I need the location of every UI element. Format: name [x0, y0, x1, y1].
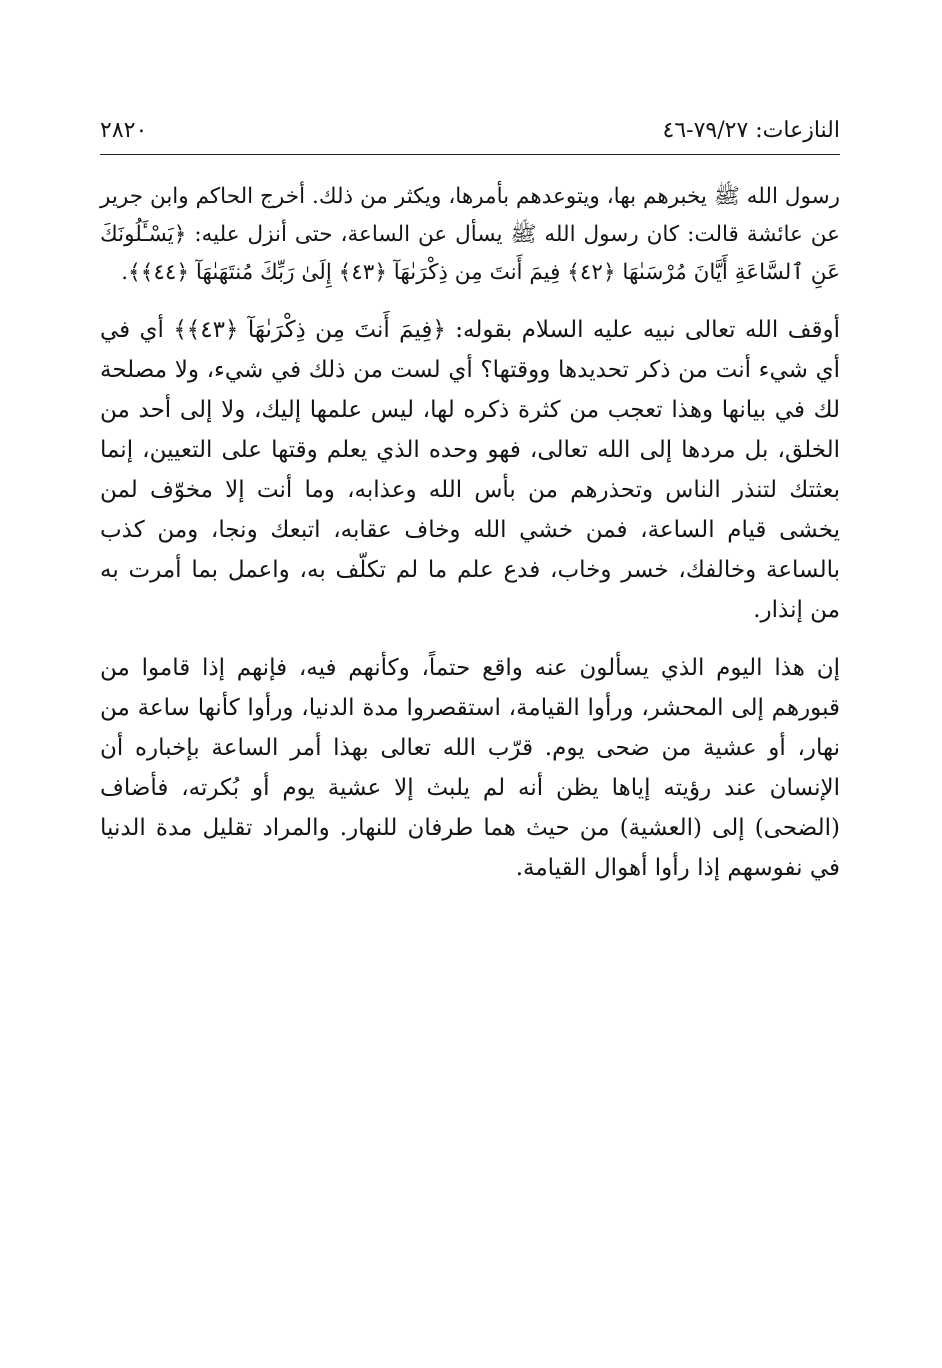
quran-verse: ﴿يَسْـَٔلُونَكَ عَنِ ٱلسَّاعَةِ أَيَّانَ مُرْسَىٰهَا ﴿٤٢﴾ فِيمَ أَنتَ مِن ذِكْرَىٰهَآ ﴿٤٣﴾ إِلَىٰ رَبِّكَ مُنتَهَىٰهَآ ﴿٤٤﴾﴾. [100, 222, 840, 285]
intro-line-2: جرير عن عائشة قالت: كان رسول الله ﷺ يسأل عن الساعة، حتى أنزل عليه: [100, 184, 840, 247]
paragraph-intro [100, 178, 840, 292]
header-rule [100, 154, 840, 155]
page-number: ٢٨٢٠ [100, 117, 148, 143]
surah-reference: النازعات: ٧٩/٢٧-٤٦ [662, 117, 840, 143]
intro-line-1: رسول الله ﷺ يخبرهم بها، ويتوعدهم بأمرها، ويكثر من ذلك. أخرج الحاكم وابن [149, 184, 840, 209]
paragraph-tafsir-1: أوقف الله تعالى نبيه عليه السلام بقوله: ﴿فِيمَ أَنتَ مِن ذِكْرَىٰهَآ ﴿٤٣﴾﴾ أي في أي شيء أنت من ذكر تحديدها ووقتها؟ أي لست من ذلك في شيء، ولا مصلحة لك في بيانها وهذا تعجب من كثرة ذكره لها، ليس علمها إليك، ولا إلى أحد من الخلق، بل مردها إلى الله تعالى، فهو وحده الذي يعلم وقتها على التعيين، إنما بعثتك لتنذر الناس وتحذرهم من بأس الله وعذابه، وما أنت إلا مخوّف لمن يخشى قيام الساعة، فمن خشي الله وخاف عقابه، اتبعك ونجا، ومن كذب بالساعة وخالفك، خسر وخاب، فدع علم ما لم تكلّف به، واعمل بما أمرت به من إنذار. [100, 317, 840, 623]
body-text [100, 178, 840, 888]
paragraph-tafsir-2: إن هذا اليوم الذي يسألون عنه واقع حتماً، وكأنهم فيه، فإنهم إذا قاموا من قبورهم إلى المحشر، ورأوا القيامة، استقصروا مدة الدنيا، ورأوا كأنها ساعة من نهار، أو عشية من ضحى يوم. قرّب الله تعالى بهذا أمر الساعة بإخباره أن الإنسان عند رؤيته إياها يظن أنه لم يلبث إلا عشية يوم أو بُكرته، فأضاف (الضحى) إلى (العشية) من حيث هما طرفان للنهار. والمراد تقليل مدة الدنيا في نفوسهم إذا رأوا أهوال القيامة. [100, 655, 840, 881]
running-header [100, 110, 840, 150]
